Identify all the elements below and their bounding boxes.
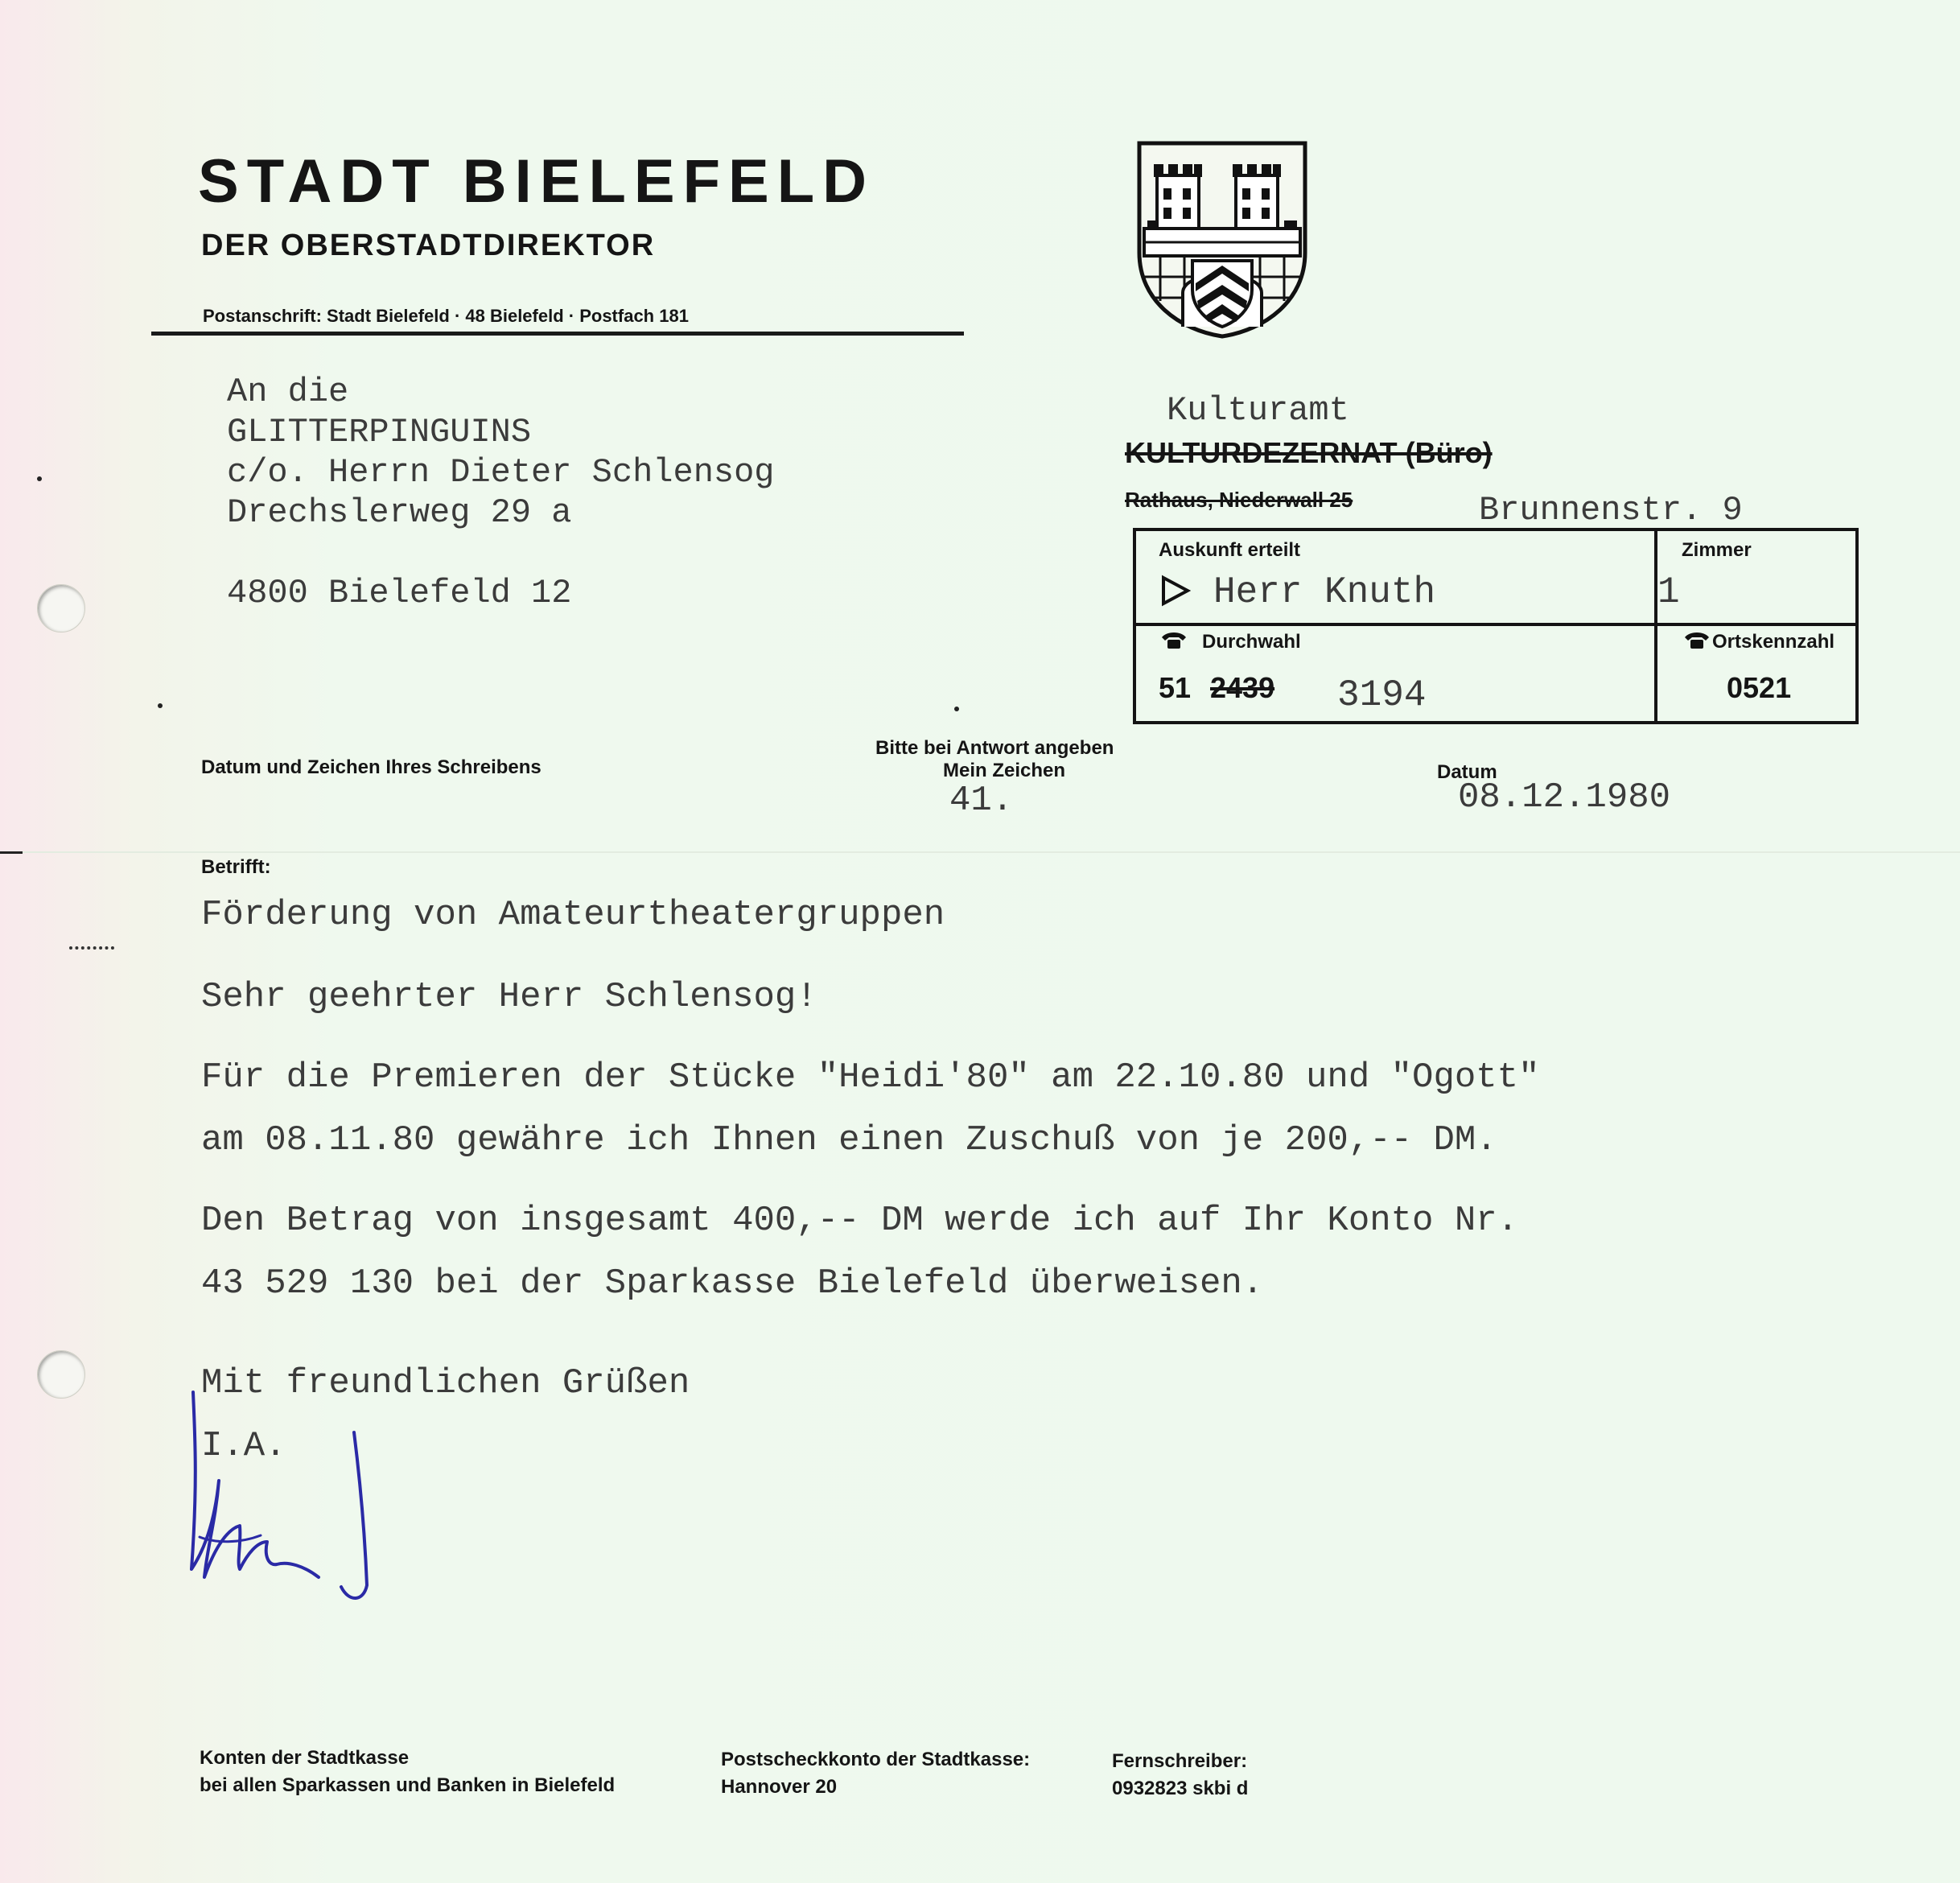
letterhead-title: STADT BIELEFELD <box>198 147 875 216</box>
reply-label-2: Mein Zeichen <box>943 760 1066 781</box>
my-reference-value: 41. <box>949 781 1014 821</box>
telephone-icon <box>1683 631 1711 650</box>
durchwahl-new: 3194 <box>1337 674 1427 716</box>
paragraph-1-line-2: am 08.11.80 gewähre ich Ihnen einen Zuschuß von je 200,-- DM. <box>201 1120 1497 1160</box>
department-new-name: Kulturamt <box>1167 391 1349 430</box>
recipient-line-1: An die <box>227 373 349 411</box>
punch-hole <box>37 1350 85 1399</box>
paragraph-2-line-1: Den Betrag von insgesamt 400,-- DM werde ich auf Ihr Konto Nr. <box>201 1201 1519 1241</box>
coat-of-arms-icon <box>1136 140 1308 340</box>
zimmer-label: Zimmer <box>1682 539 1752 561</box>
ortskennzahl-value: 0521 <box>1727 671 1792 704</box>
punch-hole <box>37 584 85 632</box>
fold-line <box>0 851 1960 853</box>
closing: Mit freundlichen Grüßen <box>201 1363 690 1403</box>
zimmer-value: 1 <box>1657 571 1680 613</box>
subject-label: Betrifft: <box>201 856 271 878</box>
ortskennzahl-label: Ortskennzahl <box>1712 631 1835 653</box>
box-divider-vertical <box>1654 531 1657 721</box>
footer-col3-line1: Fernschreiber: <box>1112 1750 1248 1772</box>
margin-dot <box>954 707 959 711</box>
department-old-address: Rathaus, Niederwall 25 <box>1125 488 1353 512</box>
reply-label-1: Bitte bei Antwort angeben <box>875 737 1114 759</box>
play-arrow-icon <box>1160 575 1191 607</box>
footer-col3-line2: 0932823 skbi d <box>1112 1778 1249 1799</box>
paragraph-1-line-1: Für die Premieren der Stücke "Heidi'80" am 22.10.80 und "Ogott" <box>201 1057 1540 1098</box>
contact-info-box <box>1133 528 1859 724</box>
recipient-line-3: c/o. Herrn Dieter Schlensog <box>227 453 775 492</box>
footer-col2-line2: Hannover 20 <box>721 1776 838 1798</box>
auskunft-value: Herr Knuth <box>1213 571 1436 613</box>
recipient-line-5: 4800 Bielefeld 12 <box>227 574 572 612</box>
margin-dot <box>158 703 163 708</box>
salutation: Sehr geehrter Herr Schlensog! <box>201 977 817 1017</box>
footer-col1-line1: Konten der Stadtkasse <box>200 1747 410 1769</box>
recipient-line-2: GLITTERPINGUINS <box>227 413 532 451</box>
subject-text: Förderung von Amateurtheatergruppen <box>201 895 945 935</box>
letterhead-subtitle: DER OBERSTADTDIREKTOR <box>201 229 656 262</box>
footer-col2-line1: Postscheckkonto der Stadtkasse: <box>721 1749 1031 1770</box>
your-reference-label: Datum und Zeichen Ihres Schreibens <box>201 756 541 778</box>
durchwahl-old: 2439 <box>1210 671 1275 704</box>
letterhead-rule <box>151 332 964 336</box>
durchwahl-prefix: 51 <box>1159 671 1192 704</box>
date-label: Datum <box>1437 761 1497 783</box>
department-new-address: Brunnenstr. 9 <box>1479 491 1743 529</box>
margin-dash <box>69 946 114 950</box>
footer-col1-line2: bei allen Sparkassen und Banken in Bielefeld <box>200 1774 616 1796</box>
paragraph-2-line-2: 43 529 130 bei der Sparkasse Bielefeld überweisen. <box>201 1263 1264 1304</box>
postal-address-line: Postanschrift: Stadt Bielefeld · 48 Bielefeld · Postfach 181 <box>203 306 689 326</box>
auskunft-label: Auskunft erteilt <box>1159 539 1301 561</box>
durchwahl-label: Durchwahl <box>1202 631 1301 653</box>
box-divider-horizontal <box>1136 623 1855 626</box>
recipient-line-4: Drechslerweg 29 a <box>227 493 572 532</box>
handwritten-signature <box>183 1384 393 1617</box>
department-old-name: KULTURDEZERNAT (Büro) <box>1125 436 1493 469</box>
signature-prefix: I.A. <box>201 1426 286 1466</box>
margin-dot <box>37 476 42 481</box>
fold-mark <box>0 851 23 854</box>
date-value: 08.12.1980 <box>1458 777 1671 818</box>
telephone-icon <box>1160 631 1188 650</box>
